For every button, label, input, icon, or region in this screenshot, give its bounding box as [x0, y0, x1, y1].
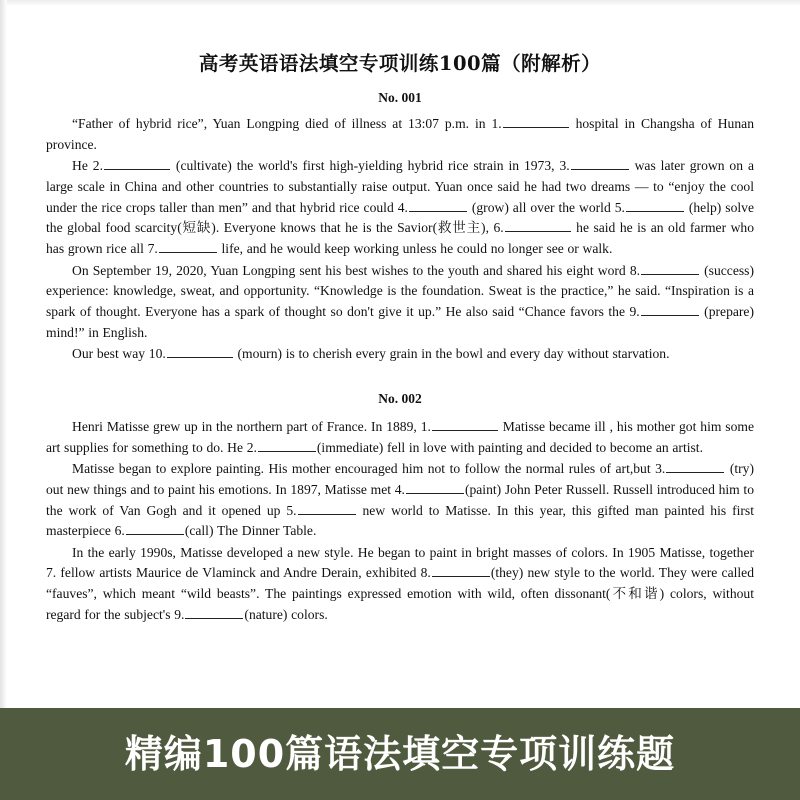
blank-number: 9.: [629, 303, 640, 319]
blank-number: 6.: [493, 220, 504, 236]
section-heading-001: No. 001: [378, 90, 422, 105]
blank-number: 4.: [394, 481, 405, 497]
section-heading-002: No. 002: [378, 390, 422, 406]
blank-number: 5.: [614, 199, 625, 215]
blank-number: 5.: [286, 502, 297, 518]
answer-blank[interactable]: [406, 480, 464, 494]
document-title: 高考英语语法填空专项训练100篇（附解析）: [198, 52, 602, 75]
text-run: In the early 1990s, Matisse developed a new style. He began to paint in bright masses of colors. In 1905 Matisse, together: [72, 544, 754, 560]
answer-blank[interactable]: [432, 564, 490, 578]
answer-blank[interactable]: [666, 459, 724, 473]
text-run: Henri Matisse grew up in the northern part of France. In 1889,: [72, 418, 421, 434]
text-run: was later grown on a large scale in China and other countries to substantially raise output. Yuan once said he had two dreams — to “enjoy the cool under the rice crops taller than men” and that hybrid rice could: [46, 158, 754, 215]
answer-blank[interactable]: [258, 438, 316, 452]
paragraph: [46, 344, 754, 365]
paragraph: [46, 543, 754, 626]
text-run: (immediate) fell in love with painting and decided to become an artist.: [316, 439, 703, 455]
text-run: (call) The Dinner Table.: [184, 523, 317, 539]
answer-blank[interactable]: [641, 261, 699, 275]
promo-banner: [0, 708, 800, 800]
text-run: Our best way: [72, 346, 149, 362]
text-run: (paint) John Peter Russell. Russell introduced him to the work of Van Gogh and it opened up: [46, 481, 754, 518]
text-run: hospital in Changsha of Hunan province.: [46, 116, 754, 152]
blank-number: 1.: [420, 418, 431, 434]
answer-blank[interactable]: [432, 417, 498, 431]
answer-blank[interactable]: [409, 198, 467, 212]
blank-number: 10.: [148, 346, 166, 362]
answer-blank[interactable]: [505, 218, 571, 232]
promo-banner-text: 精编100篇语法填空专项训练题: [124, 732, 676, 776]
blank-number: 8.: [629, 262, 641, 278]
text-run: (grow) all over the world: [467, 199, 615, 215]
answer-blank[interactable]: [167, 344, 233, 358]
blank-number: 2.: [246, 439, 257, 455]
blank-number: 2.: [92, 158, 103, 174]
answer-blank[interactable]: [571, 156, 629, 170]
text-run: (help) solve the global food scarcity(短缺). Everyone knows that he is the Savior(救世主),: [46, 199, 754, 236]
answer-blank[interactable]: [503, 114, 569, 128]
text-run: (prepare) mind!” in English.: [46, 303, 754, 340]
text-run: Matisse became ill , his mother got him some art supplies for something to do. He: [46, 418, 755, 455]
paragraph: [46, 156, 754, 259]
answer-blank[interactable]: [626, 198, 684, 212]
answer-blank[interactable]: [104, 156, 170, 170]
paragraph: [46, 114, 754, 155]
text-run: new world to Matisse. In this year, this gifted man painted his first masterpiece: [46, 502, 754, 539]
text-run: life, and he would keep working unless he could no longer see or walk.: [217, 240, 613, 256]
text-run: he said he is an old farmer who has grown rice all: [46, 220, 754, 256]
blank-number: 8.: [420, 565, 431, 581]
blank-number: 7.: [46, 565, 57, 581]
answer-blank[interactable]: [126, 521, 184, 535]
blank-number: 4.: [397, 199, 408, 215]
text-run: (cultivate) the world's first high-yielding hybrid rice strain in 1973,: [170, 158, 560, 174]
answer-blank[interactable]: [298, 501, 356, 515]
text-run: He: [72, 158, 93, 174]
blank-number: 6.: [114, 523, 125, 539]
answer-blank[interactable]: [159, 239, 217, 253]
text-run: Matisse began to explore painting. His mother encouraged him not to follow the normal rules of art,but: [72, 461, 656, 477]
text-run: On September 19, 2020, Yuan Longping sent his best wishes to the youth and shared his eight word: [72, 262, 630, 278]
blank-number: 9.: [174, 606, 185, 622]
blank-number: 1.: [491, 116, 502, 131]
answer-blank[interactable]: [641, 302, 699, 316]
paragraph: [46, 459, 754, 542]
text-run: (nature) colors.: [244, 606, 328, 622]
blank-number: 7.: [147, 240, 158, 256]
answer-blank[interactable]: [185, 605, 243, 619]
text-run: (mourn) is to cherish every grain in the bowl and every day without starvation.: [233, 346, 670, 362]
blank-number: 3.: [559, 158, 570, 174]
text-run: (they) new style to the world. They were called “fauves”, which meant “wild beasts”. The paintings expressed emotion with wild, often dissonant(不和谐) colors, without regard for the subject's: [46, 565, 754, 622]
text-run: (try) out new things and to paint his emotions. In 1897, Matisse met: [46, 461, 754, 497]
text-run: “Father of hybrid rice”, Yuan Longping died of illness at 13:07 p.m. in: [72, 116, 492, 131]
blank-number: 3.: [655, 461, 666, 477]
paragraph: [46, 261, 754, 344]
paragraph: [46, 417, 754, 458]
text-run: fellow artists Maurice de Vlaminck and Andre Derain, exhibited: [56, 565, 421, 581]
text-run: (success) experience: knowledge, sweat, and opportunity. “Knowledge is the foundation. Sweat is the practice,” he said. “Inspiration is a spark of thought. Everyone has a spark of thought so don't give it up.” He also said “Chance favors the: [46, 262, 754, 319]
